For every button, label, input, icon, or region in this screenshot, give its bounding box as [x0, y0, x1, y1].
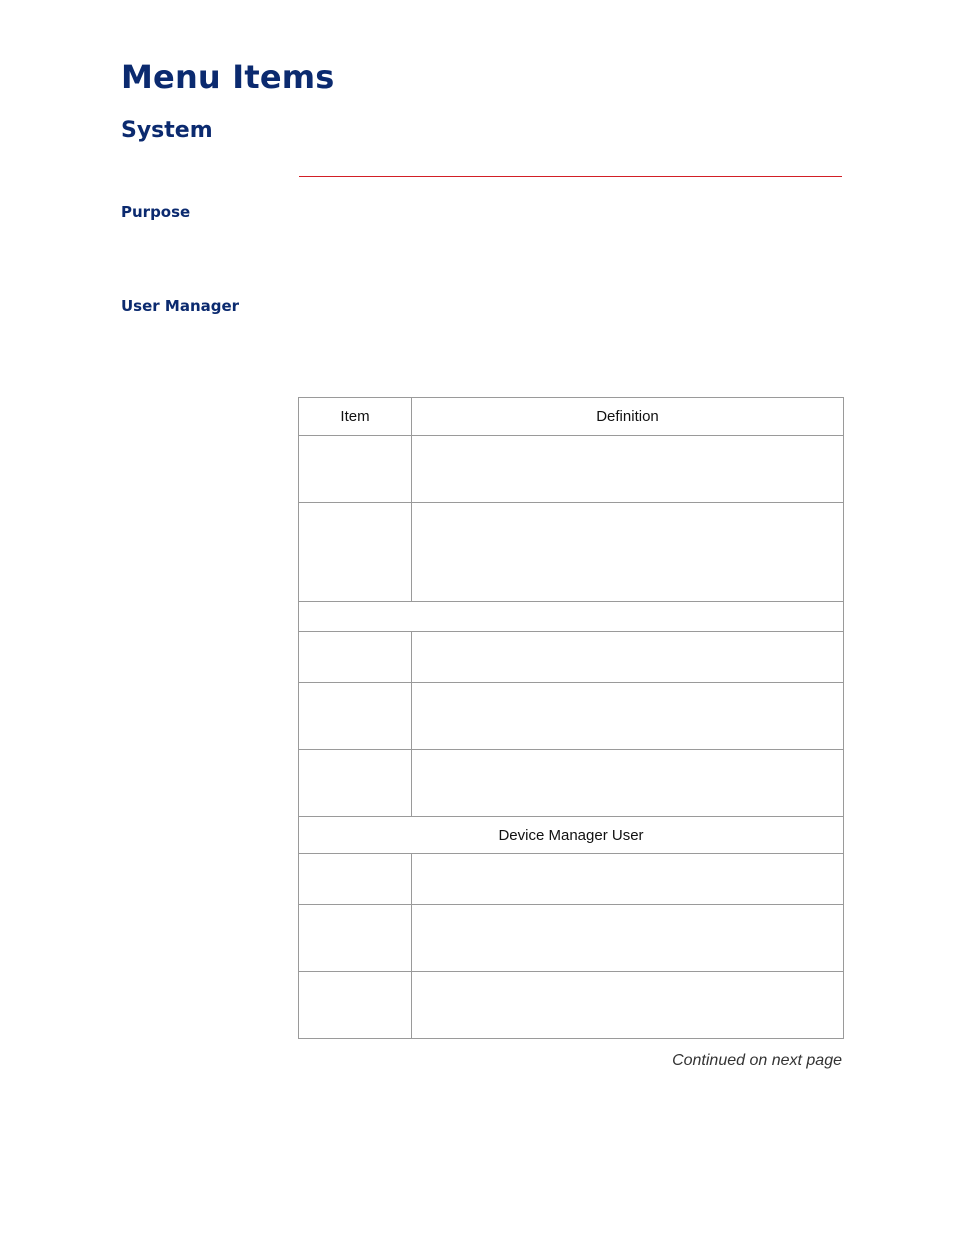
table-cell	[412, 503, 844, 602]
table-cell	[299, 503, 412, 602]
table-row	[299, 854, 844, 905]
table-row	[299, 972, 844, 1039]
table-cell	[412, 854, 844, 905]
table-cell	[412, 750, 844, 817]
header-definition: Definition	[412, 398, 844, 436]
table-cell	[412, 683, 844, 750]
page-title: Menu Items	[121, 58, 335, 96]
table-row	[299, 683, 844, 750]
section-title: System	[121, 118, 213, 143]
table-row	[299, 436, 844, 503]
table-row	[299, 503, 844, 602]
header-item: Item	[299, 398, 412, 436]
section-divider	[299, 176, 842, 177]
table-group-row	[299, 602, 844, 632]
definitions-table	[298, 397, 844, 1039]
table-cell	[299, 750, 412, 817]
table-cell	[299, 683, 412, 750]
table-cell	[299, 632, 412, 683]
group-label: Device Manager User	[299, 817, 844, 854]
table-cell	[412, 436, 844, 503]
table-cell	[299, 854, 412, 905]
table-cell	[299, 905, 412, 972]
table-row	[299, 750, 844, 817]
table-row	[299, 632, 844, 683]
table-cell	[299, 436, 412, 503]
table-cell	[412, 905, 844, 972]
table-header-row	[299, 398, 844, 436]
purpose-heading: Purpose	[121, 203, 191, 221]
table-cell	[299, 602, 844, 632]
table-group-row	[299, 817, 844, 854]
table-cell	[412, 632, 844, 683]
table-row	[299, 905, 844, 972]
user-manager-heading: User Manager	[121, 297, 240, 315]
table-cell	[412, 972, 844, 1039]
table-cell	[299, 972, 412, 1039]
continued-note: Continued on next page	[672, 1052, 842, 1069]
